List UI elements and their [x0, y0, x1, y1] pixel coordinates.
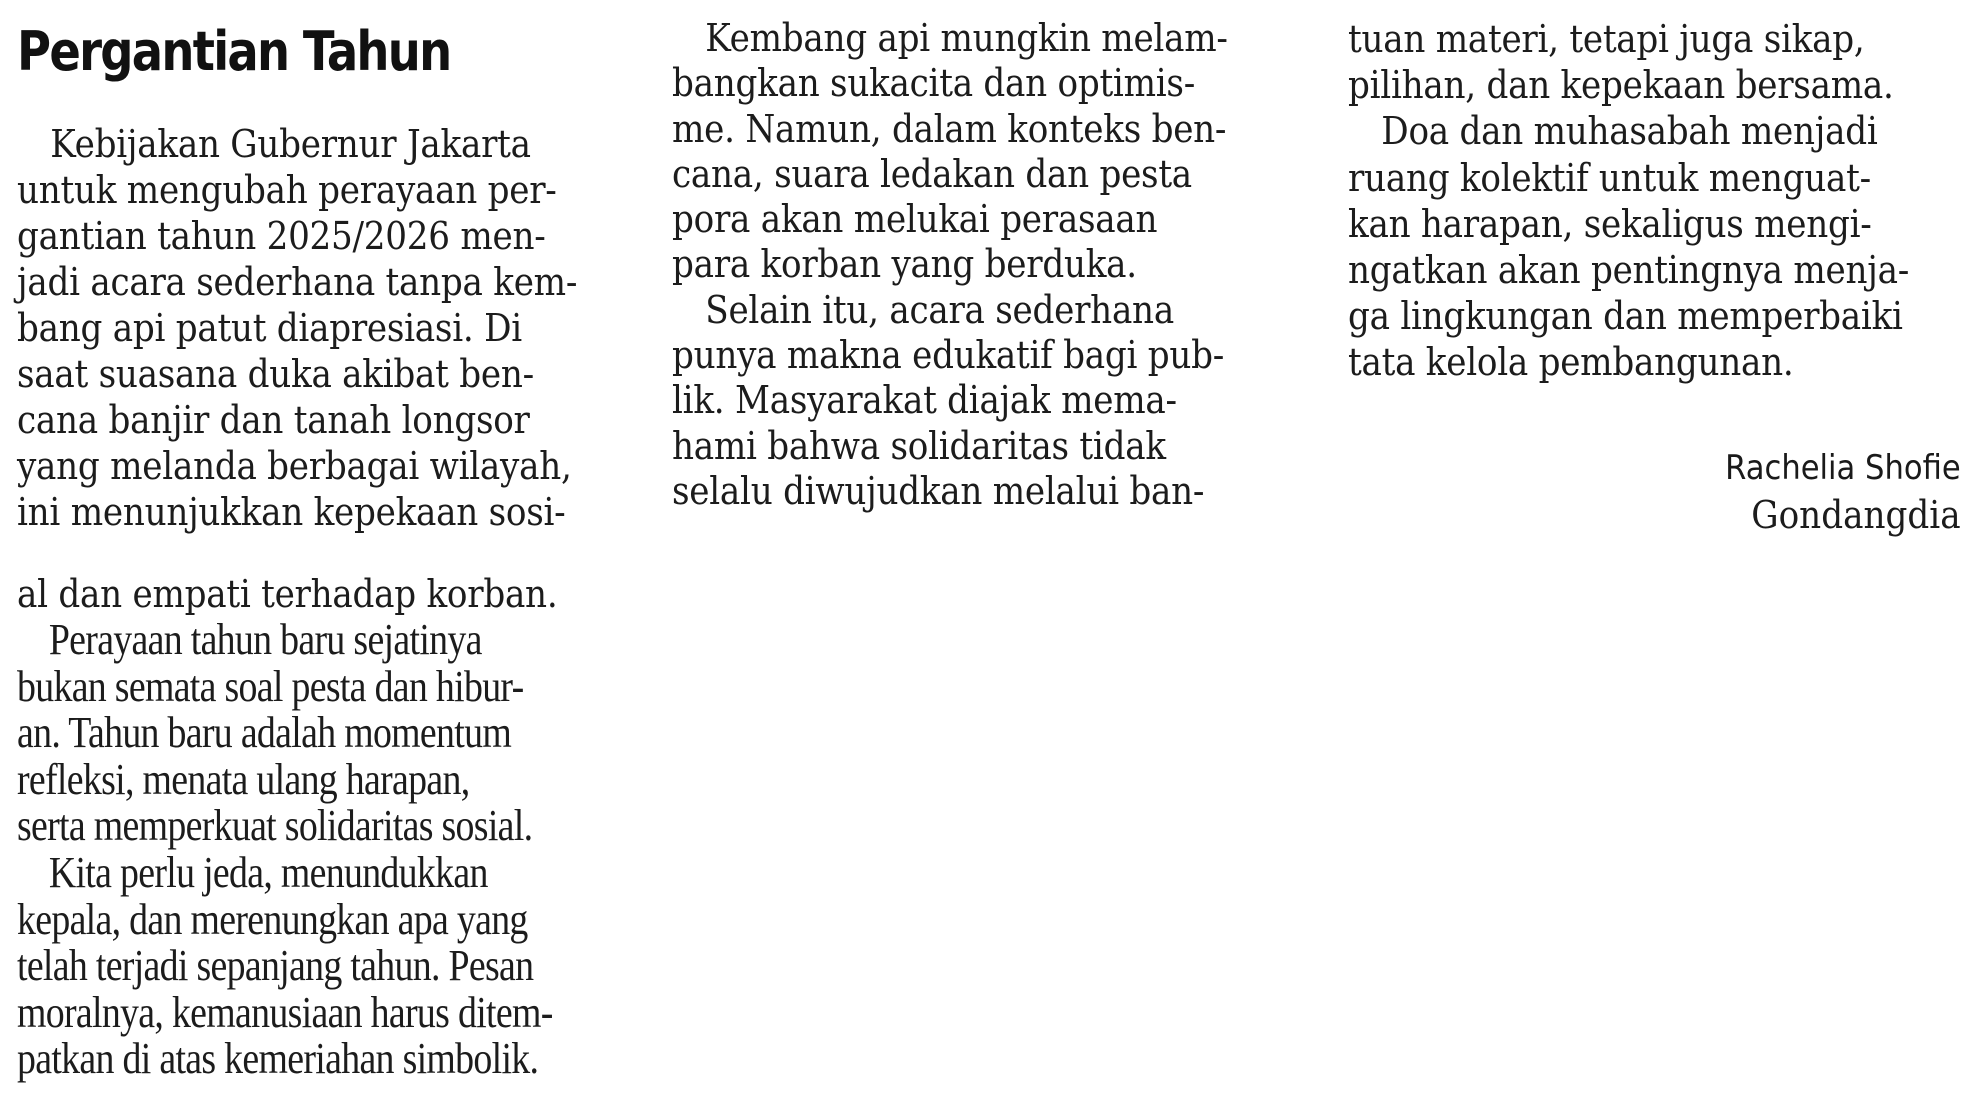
column-gap — [17, 535, 657, 571]
text-line: patkan di atas kemeriahan simbolik. — [17, 1034, 539, 1084]
text-line: para korban yang berduka. — [672, 242, 1137, 287]
text-line: ruang kolektif untuk menguat- — [1348, 155, 1871, 200]
text-line: Selain itu, acara sederhana — [705, 287, 1174, 332]
text-line: al dan empati terhadap korban. — [17, 572, 558, 616]
text-line: bangkan sukacita dan optimis- — [672, 61, 1195, 106]
text-line: me. Namun, dalam konteks ben- — [672, 106, 1227, 151]
text-line: Doa dan muhasabah menjadi — [1381, 109, 1878, 154]
text-line: saat suasana duka akibat ben- — [17, 352, 534, 396]
text-line: moralnya, kemanusiaan harus ditem- — [17, 987, 553, 1037]
column-1-continued — [17, 617, 657, 1083]
article-title: Pergantian Tahun — [17, 20, 451, 83]
text-line: jadi acara sederhana tanpa kem- — [17, 260, 578, 304]
text-line: untuk mengubah perayaan per- — [17, 168, 557, 212]
text-line: punya makna edukatif bagi pub- — [672, 333, 1225, 378]
text-line: hami bahwa solidaritas tidak — [672, 423, 1166, 468]
text-line: ga lingkungan dan memperbaiki — [1348, 294, 1903, 339]
text-line: gantian tahun 2025/2026 men- — [17, 214, 546, 258]
text-line: bukan semata soal pesta dan hibur- — [17, 661, 524, 711]
text-line: Kebijakan Gubernur Jakarta — [50, 122, 531, 166]
text-line: tuan materi, tetapi juga sikap, — [1348, 17, 1865, 61]
text-line: an. Tahun baru adalah momentum — [17, 708, 512, 758]
author-name: Rachelia Shofie — [1725, 448, 1961, 488]
text-line: kepala, dan merenungkan apa yang — [17, 894, 528, 944]
author-location: Gondangdia — [1751, 493, 1961, 537]
text-line: serta memperkuat solidaritas sosial. — [17, 801, 533, 851]
text-line: Kita perlu jeda, menundukkan — [48, 847, 488, 897]
text-line: yang melanda berbagai wilayah, — [17, 444, 572, 488]
column-1 — [17, 121, 657, 617]
text-line: tata kelola pembangunan. — [1348, 340, 1794, 385]
text-line: lik. Masyarakat diajak mema- — [672, 378, 1177, 423]
text-line: telah terjadi sepanjang tahun. Pesan — [17, 941, 534, 991]
text-line: pora akan melukai perasaan — [672, 197, 1158, 242]
column-2 — [672, 16, 1312, 514]
text-line: cana, suara ledakan dan pesta — [672, 151, 1192, 196]
text-line: ngatkan akan pentingnya menja- — [1348, 247, 1909, 292]
text-line: pilihan, dan kepekaan bersama. — [1348, 63, 1894, 108]
column-3 — [1348, 16, 1978, 386]
text-line: refleksi, menata ulang harapan, — [17, 754, 470, 804]
text-line: Kembang api mungkin melam- — [705, 16, 1228, 60]
text-line: cana banjir dan tanah longsor — [17, 398, 530, 442]
text-line: selalu diwujudkan melalui ban- — [672, 468, 1205, 513]
text-line: kan harapan, sekaligus mengi- — [1348, 201, 1872, 246]
text-line: Perayaan tahun baru sejatinya — [48, 615, 482, 664]
text-line: ini menunjukkan kepekaan sosi- — [17, 490, 566, 534]
text-line: bang api patut diapresiasi. Di — [17, 306, 522, 350]
